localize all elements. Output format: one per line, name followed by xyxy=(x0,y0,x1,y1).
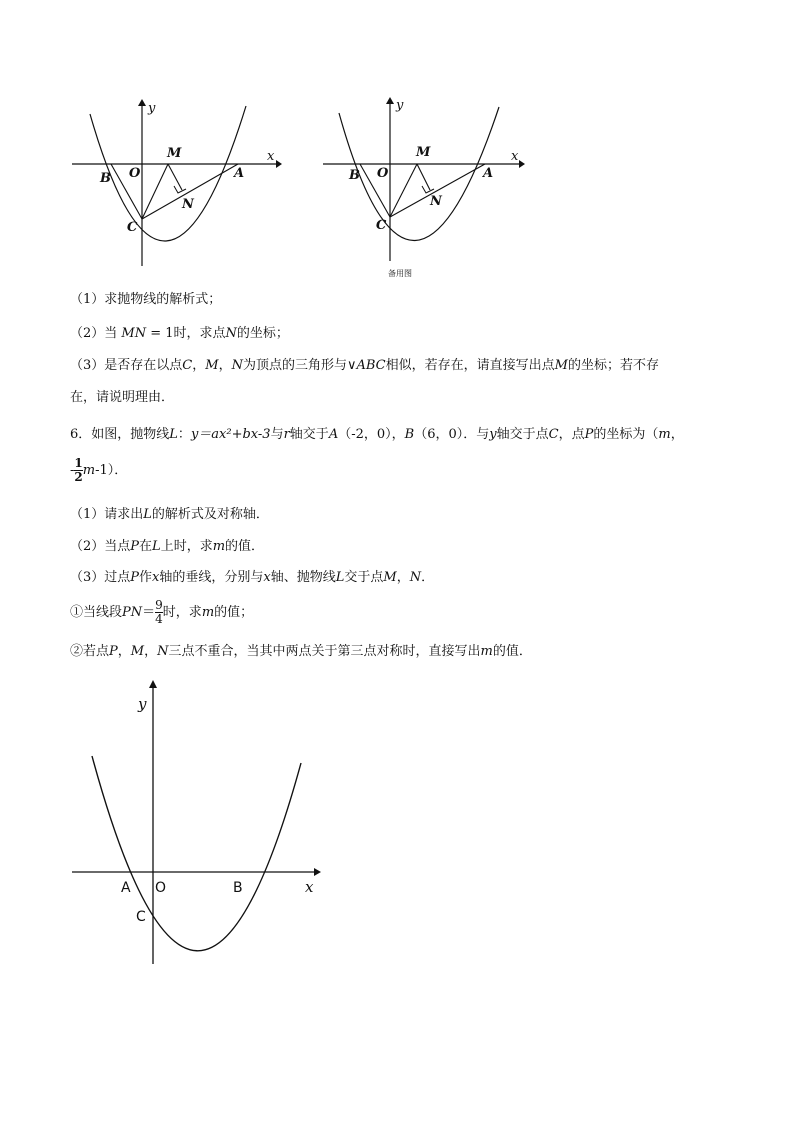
segment-cm xyxy=(142,164,168,219)
q5-part1: （1）求抛物线的解析式； xyxy=(70,292,222,307)
segment-mn xyxy=(417,164,430,190)
axis-y-label: y xyxy=(138,695,147,713)
axis-x-label: x xyxy=(511,149,519,164)
label-c: C xyxy=(376,218,387,233)
q5-part3-continued: 在，请说明理由． xyxy=(70,390,175,405)
axis-x-label: x xyxy=(305,878,314,896)
figure-parabola-3 xyxy=(66,676,326,972)
figure-parabola-2 xyxy=(319,93,534,267)
parabola-curve xyxy=(92,756,301,951)
parabola-curve xyxy=(90,106,246,241)
x-axis-arrow xyxy=(519,160,525,168)
axis-y-label: y xyxy=(148,101,156,116)
segment-ca xyxy=(390,164,485,217)
q6-intro-continued: - $\frac{1}{2}$ m-1）． xyxy=(70,456,128,484)
label-o: O xyxy=(129,166,141,181)
figure-caption: 备用图 xyxy=(388,269,412,278)
label-c: C xyxy=(136,909,146,925)
q5-part3: （3）是否存在以点C，M，N为顶点的三角形与∨ABC相似，若存在，请直接写出点M的坐标；若不存 xyxy=(70,358,659,373)
label-b: B xyxy=(349,168,360,183)
q6-case2: ②若点P，M，N三点不重合，当其中两点关于第三点对称时，直接写出m的值． xyxy=(70,644,532,659)
label-m: M xyxy=(416,145,431,160)
q6-case1: ①当线段PN＝ $\frac{9}{4}$ 时，求m的值； xyxy=(70,598,254,626)
figure-parabola-3-svg xyxy=(66,676,326,968)
fraction-one-half: $\frac{1}{2}$ xyxy=(74,456,83,484)
y-axis-arrow xyxy=(149,680,157,688)
label-m: M xyxy=(167,146,182,161)
figure-parabola-1-svg xyxy=(68,98,283,268)
parabola-curve xyxy=(339,107,499,241)
x-axis-arrow xyxy=(276,160,282,168)
axis-x-label: x xyxy=(267,149,275,164)
segment-mn xyxy=(168,164,182,190)
y-axis-arrow xyxy=(138,99,146,106)
label-o: O xyxy=(377,166,389,181)
q6-sub3: （3）过点P作x轴的垂线，分别与x轴、抛物线L交于点M，N． xyxy=(70,570,435,585)
q6-sub1: （1）请求出L的解析式及对称轴． xyxy=(70,507,269,522)
label-n: N xyxy=(182,197,194,212)
label-n: N xyxy=(430,194,442,209)
label-o: O xyxy=(155,880,167,896)
figure-parabola-1 xyxy=(68,98,283,272)
axis-y-label: y xyxy=(396,98,404,113)
label-b: B xyxy=(233,880,243,896)
y-axis-arrow xyxy=(386,97,394,104)
q6-sub2: （2）当点P在L上时，求m的值． xyxy=(70,539,265,554)
q6-intro: 6．如图，抛物线L：y＝ax²+bx-3与r轴交于A（-2，0），B（6，0）．与y轴交于点C，点P的坐标为（m， xyxy=(70,427,684,442)
fraction-nine-quarters: $\frac{9}{4}$ xyxy=(155,598,163,626)
label-c: C xyxy=(127,220,138,235)
x-axis-arrow xyxy=(314,868,321,876)
figure-parabola-2-svg xyxy=(319,93,534,263)
q5-part2: （2）当 MN = 1时，求点N的坐标； xyxy=(70,326,289,341)
label-a: A xyxy=(483,166,494,181)
label-b: B xyxy=(100,171,111,186)
label-a: A xyxy=(121,880,131,896)
label-a: A xyxy=(234,166,245,181)
